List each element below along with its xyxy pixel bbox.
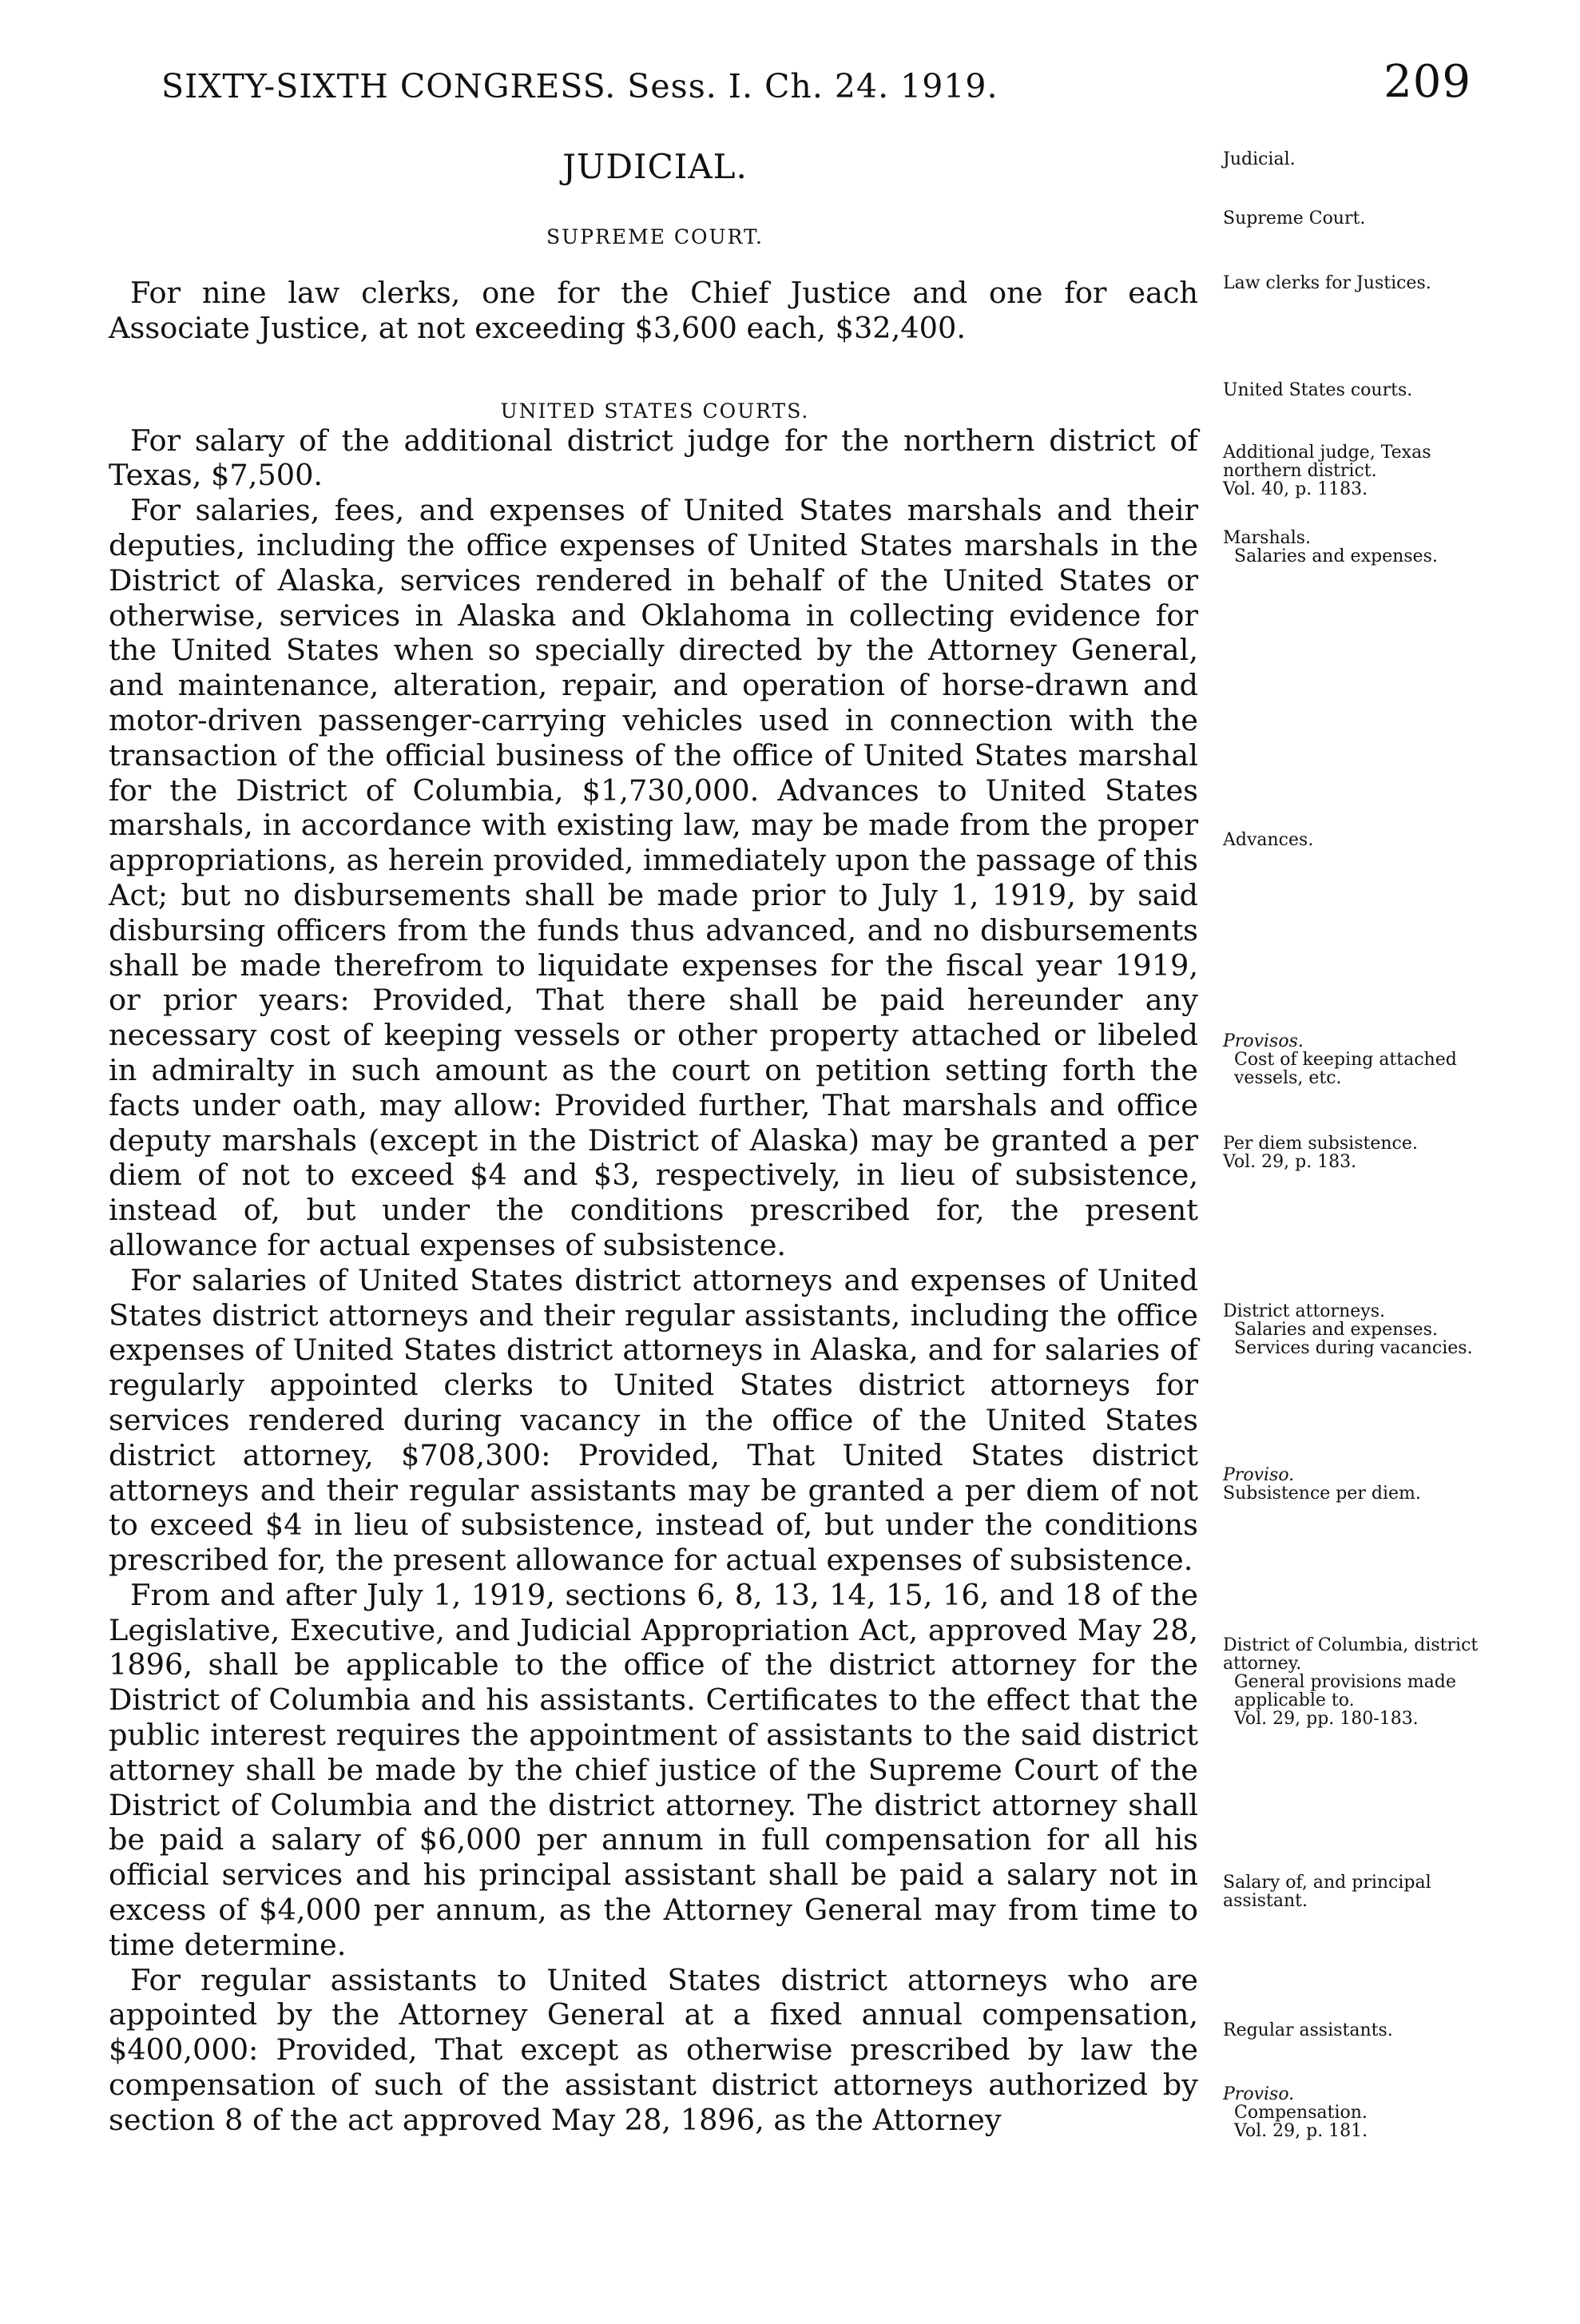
margin-note-proviso2-text: Proviso. — [1223, 2084, 1295, 2104]
margin-note-proviso2-sub: Compensation. — [1234, 2103, 1368, 2123]
margin-note-provisos-text: Provisos. — [1223, 1031, 1304, 1051]
page-header — [161, 56, 1471, 112]
margin-note-district-attorneys-text: District attorneys. — [1223, 1301, 1385, 1321]
margin-note-judicial: Judicial. — [1223, 149, 1296, 169]
paragraph-district-of-columbia: From and after July 1, 1919, sections 6, 8, 13, 14, 15, 16, and 18 of the Legislative, Executive, and Judicial Appropriation Act, approved May 28, 1896, shall be applicable to the office of the district attorney for the District of Columbia and his assistants. Certificates to the effect that the public interest requires the appointment of assistants to the said district attorney shall be made by the chief justice of the Supreme Court of the District of Columbia and the district attorney. The district attorney shall be paid a salary of $6,000 per annum in full compensation for all his official services and his principal assistant shall be paid a salary not in excess of $4,000 per annum, as the Attorney General may from time to time determine. — [109, 1577, 1198, 1962]
margin-note-salary: Salary of, and principal assistant. — [1223, 1873, 1431, 1911]
margin-note-marshals-sub: Salaries and expenses. — [1234, 546, 1438, 566]
paragraph-district-attorneys: For salaries of United States district attorneys and expenses of United States district attorneys and their regular assistants, including the office expenses of United States district attorneys in Alaska, and for salaries of regularly appointed clerks to United States district attorneys for services rendered during vacancy in the office of the United States district attorney, $708,300: Provided, That United States district attorneys and their regular assistants may be granted a per diem of not to exceed $4 in lieu of subsistence, instead of, but under the conditions prescribed for, the present allowance for actual expenses of subsistence. — [109, 1262, 1198, 1578]
heading-judicial: JUDICIAL. — [562, 147, 748, 186]
page-number: 209 — [1383, 56, 1471, 108]
margin-note-proviso2-ref: Vol. 29, p. 181. — [1234, 2121, 1368, 2141]
margin-note-us-courts: United States courts. — [1223, 380, 1413, 400]
margin-note-da-vacancies: Services during vacancies. — [1234, 1338, 1473, 1358]
margin-note-dc-ref: Vol. 29, pp. 180-183. — [1234, 1709, 1419, 1729]
margin-note-per-diem-ref: Vol. 29, p. 183. — [1223, 1152, 1357, 1172]
margin-note-regular-assistants: Regular assistants. — [1223, 2020, 1393, 2040]
running-head: SIXTY-SIXTH CONGRESS. Sess. I. Ch. 24. 1919. — [161, 67, 998, 105]
margin-note-marshals — [1223, 529, 1483, 566]
margin-note-per-diem — [1223, 1134, 1483, 1171]
margin-note-provisos — [1223, 1032, 1483, 1087]
main-text — [109, 276, 1198, 2138]
margin-note-proviso-sub: Subsistence per diem. — [1223, 1484, 1421, 1504]
margin-note-advances: Advances. — [1223, 830, 1314, 850]
heading-united-states-courts: UNITED STATES COURTS. — [500, 399, 810, 423]
paragraph-marshals: For salaries, fees, and expenses of United States marshals and their deputies, including the office expenses of United States marshals in the District of Alaska, services rendered in behalf of the United States or otherwise, services in Alaska and Oklahoma in collecting evidence for the United States when so specially directed by the Attorney General, and maintenance, alteration, repair, and operation of horse-drawn and motor-driven passenger-carrying vehicles used in connection with the transaction of the official business of the office of United States marshal for the District of Columbia, $1,730,000. Advances to United States marshals, in accordance with existing law, may be made from the proper appropriations, as herein provided, immediately upon the passage of this Act; but no disbursements shall be made prior to July 1, 1919, by said disbursing officers from the funds thus advanced, and no disbursements shall be made therefrom to liquidate expenses for the fiscal year 1919, or prior years: Provided, That there shall be paid hereunder any necessary cost of keeping vessels or other property attached or libeled in admiralty in such amount as the court on petition setting forth the facts under oath, may allow: Provided further, That marshals and office deputy marshals (except in the District of Alaska) may be granted a per diem of not to exceed $4 and $3, respectively, in lieu of subsistence, instead of, but under the conditions prescribed for, the present allowance for actual expenses of subsistence. — [109, 493, 1198, 1262]
margin-note-dc-sub: General provisions made applicable to. — [1234, 1672, 1456, 1710]
margin-note-proviso-compensation — [1223, 2085, 1483, 2140]
margin-note-additional-judge-text: Additional judge, Texas northern district. — [1223, 443, 1431, 481]
paragraph-regular-assistants: For regular assistants to United States district attorneys who are appointed by the Attorney General at a fixed annual compensation, $400,000: Provided, That except as otherwise prescribed by law the compensation of such of the assistant district attorneys authorized by section 8 of the act approved May 28, 1896, as the Attorney — [109, 1962, 1198, 2137]
margin-note-supreme-court: Supreme Court. — [1223, 209, 1366, 228]
margin-note-proviso-subsistence — [1223, 1466, 1483, 1503]
margin-note-proviso-text: Proviso. — [1223, 1465, 1295, 1485]
margin-note-law-clerks: Law clerks for Justices. — [1223, 273, 1431, 293]
margin-note-dc-text: District of Columbia, district attorney. — [1223, 1635, 1479, 1674]
margin-note-additional-judge — [1223, 443, 1483, 499]
margin-note-per-diem-text: Per diem subsistence. — [1223, 1134, 1418, 1154]
margin-note-marshals-text: Marshals. — [1223, 528, 1312, 548]
heading-supreme-court: SUPREME COURT. — [546, 225, 764, 248]
margin-note-district-attorneys — [1223, 1302, 1483, 1357]
margin-note-da-salaries: Salaries and expenses. — [1234, 1320, 1438, 1340]
paragraph-additional-judge: For salary of the additional district judge for the northern district of Texas, $7,500. — [109, 423, 1198, 493]
margin-note-provisos-sub: Cost of keeping attached vessels, etc. — [1234, 1050, 1457, 1088]
paragraph-law-clerks: For nine law clerks, one for the Chief Justice and one for each Associate Justice, at not exceeding $3,600 each, $32,400. — [109, 276, 1198, 345]
margin-note-additional-judge-ref: Vol. 40, p. 1183. — [1223, 479, 1368, 499]
margin-note-district-of-columbia — [1223, 1636, 1483, 1728]
